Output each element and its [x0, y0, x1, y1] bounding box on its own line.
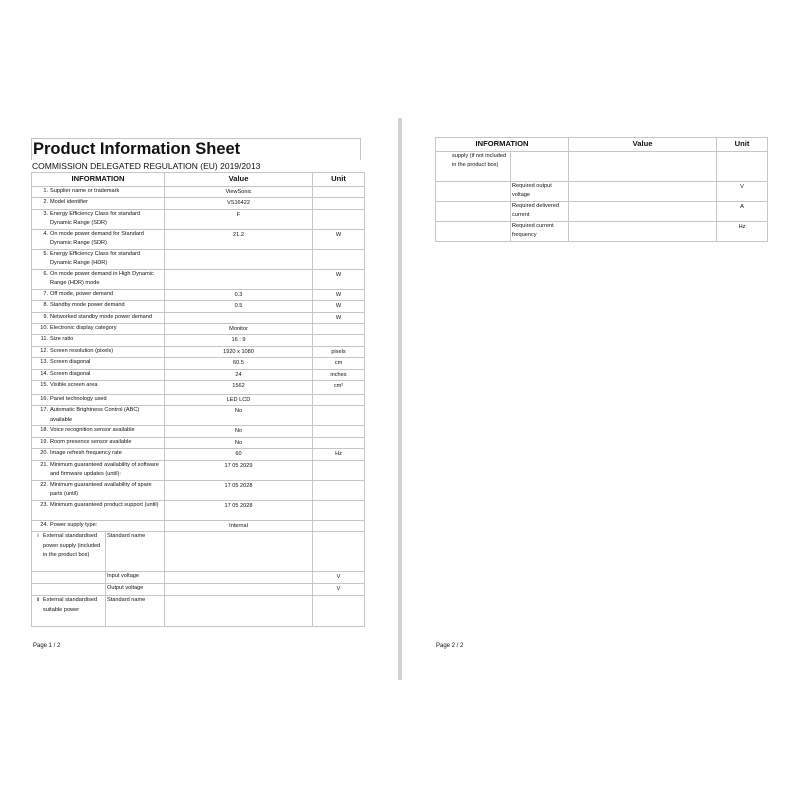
row-number: 1.: [43, 188, 48, 194]
row-value: 1562: [165, 381, 313, 395]
table-row: [32, 369, 365, 380]
row-label-text: Screen diagonal: [50, 359, 91, 366]
row-unit: [313, 437, 365, 448]
product-info-table-continued: [435, 137, 768, 242]
table-row: [32, 406, 365, 426]
row-unit: [313, 249, 365, 269]
row-label: [32, 449, 165, 460]
power-supply-value: [165, 532, 313, 572]
row-number: 13.: [40, 359, 48, 366]
row-number: 8.: [43, 302, 48, 309]
page-divider: [398, 118, 402, 680]
row-unit: [313, 209, 365, 229]
row-label: [32, 312, 165, 323]
row-label: [32, 500, 165, 520]
row-label-text: Screen diagonal: [50, 370, 91, 377]
header-information: INFORMATION: [436, 138, 569, 152]
row-label-text: Screen resolution (pixels): [50, 347, 114, 354]
row-value: [165, 249, 313, 269]
row-unit: inches: [313, 369, 365, 380]
row-label: [32, 289, 165, 300]
row-label-text: Model identifier: [50, 199, 88, 206]
header-unit: Unit: [313, 173, 365, 187]
row-unit: [313, 198, 365, 209]
power-supply-value: [165, 584, 313, 596]
row-label: [32, 395, 165, 406]
row-value: 0.3: [165, 289, 313, 300]
row-value: 0.5: [165, 301, 313, 312]
row-value: [165, 269, 313, 289]
table-row: [32, 395, 365, 406]
row-number: 4.: [43, 230, 48, 237]
row-label: [32, 460, 165, 480]
row-unit: [313, 187, 365, 198]
table-row: [32, 437, 365, 448]
page-1: [31, 138, 364, 627]
row-unit: W: [313, 301, 365, 312]
row-label: [32, 301, 165, 312]
row-value: 60.5: [165, 358, 313, 369]
row-unit: W: [313, 229, 365, 249]
row-unit: Hz: [717, 222, 768, 242]
table-row: [32, 209, 365, 229]
table-row: [32, 500, 365, 520]
row-label-text: Minimum guaranteed availability of spare parts (until): [50, 481, 152, 498]
row-value: ViewSonic: [165, 187, 313, 198]
empty-cell: [511, 152, 569, 182]
empty-cell: [436, 182, 511, 202]
row-value: VS16422: [165, 198, 313, 209]
power-supply-marker: i: [37, 533, 39, 540]
table-row: [436, 152, 768, 182]
row-unit: [313, 480, 365, 500]
row-label-text: Visible screen area: [50, 382, 98, 389]
row-number: 6.: [43, 270, 48, 277]
power-supply-row: [32, 596, 365, 627]
row-label-text: Energy Efficiency Class for standard Dynamic Range (HDR): [50, 250, 141, 267]
empty-cell: [436, 222, 511, 242]
row-number: 16.: [40, 396, 48, 403]
table-row: [32, 358, 365, 369]
row-value: 17 05 2028: [165, 500, 313, 520]
row-number: 11.: [40, 336, 48, 343]
row-unit: W: [313, 269, 365, 289]
row-label-text: Minimum guaranteed product support (until): [50, 501, 159, 508]
row-unit: A: [717, 202, 768, 222]
power-supply-label-cell: [32, 572, 165, 584]
row-label-text: Panel technology used: [50, 396, 107, 403]
table-row: [32, 335, 365, 346]
product-info-table: [31, 172, 365, 627]
regulation-subtitle: COMMISSION DELEGATED REGULATION (EU) 2019/2013: [32, 161, 261, 171]
row-number: 2.: [43, 199, 48, 206]
power-supply-sub-label: Output voltage: [107, 585, 144, 592]
row-number: 18.: [40, 427, 48, 434]
row-unit: cm: [313, 358, 365, 369]
page-footer-2: Page 2 / 2: [436, 643, 464, 649]
table-row: [32, 520, 365, 531]
power-supply-row: [32, 572, 365, 584]
row-label-text: Power supply type:: [50, 521, 98, 528]
row-value: 16 : 9: [165, 335, 313, 346]
row-number: 5.: [43, 250, 48, 257]
row-label: [32, 324, 165, 335]
row-label-text: Supplier name or trademark: [50, 188, 120, 194]
row-label: [32, 346, 165, 357]
row-unit: [313, 500, 365, 520]
row-value: [569, 182, 717, 202]
power-supply-value: [165, 572, 313, 584]
power-supply-marker: ii: [36, 597, 40, 604]
row-label-text: Size ratio: [50, 336, 74, 343]
row-label-text: Minimum guaranteed availability of software and firmware updates (until):: [50, 461, 159, 478]
row-value: 17 05 2029: [165, 460, 313, 480]
table-row: [32, 449, 365, 460]
row-value: [569, 202, 717, 222]
power-supply-unit: [313, 596, 365, 627]
header-unit: Unit: [717, 138, 768, 152]
power-supply-type-label: External standardised power supply (included in the product box): [43, 533, 101, 558]
row-number: 12.: [40, 347, 48, 354]
row-unit: [313, 520, 365, 531]
row-number: 24.: [40, 521, 48, 528]
page-2: [435, 137, 767, 242]
row-number: 21.: [40, 461, 48, 468]
power-supply-sub-label: Standard name: [107, 597, 146, 604]
row-label: Required output voltage: [511, 182, 569, 202]
row-unit: [313, 460, 365, 480]
table-row: [32, 460, 365, 480]
power-supply-label-cell: [32, 584, 165, 596]
row-unit: W: [313, 289, 365, 300]
power-supply-value: [165, 596, 313, 627]
row-number: 22.: [40, 481, 48, 488]
row-number: 20.: [40, 450, 48, 457]
row-label-text: Electronic display category: [50, 325, 117, 332]
row-unit: Hz: [313, 449, 365, 460]
row-unit: V: [717, 182, 768, 202]
row-number: 7.: [43, 290, 48, 297]
power-supply-sub-label: Input voltage: [107, 573, 140, 580]
power-supply-type-label: External standardised suitable power: [43, 597, 98, 613]
table-row: [32, 187, 365, 198]
power-supply-label-cell: [32, 532, 165, 572]
row-unit: [313, 395, 365, 406]
row-label: Required delivered current: [511, 202, 569, 222]
header-value: Value: [165, 173, 313, 187]
empty-cell: [717, 152, 768, 182]
table-row: [32, 381, 365, 395]
row-unit: cm²: [313, 381, 365, 395]
table-row: [32, 480, 365, 500]
continued-label: supply (if not included in the product box): [436, 152, 511, 182]
row-label: Required current frequency: [511, 222, 569, 242]
row-label: [32, 249, 165, 269]
power-supply-unit: V: [313, 584, 365, 596]
row-label: [32, 229, 165, 249]
row-number: 9.: [43, 313, 48, 320]
table-row: [32, 229, 365, 249]
empty-cell: [436, 202, 511, 222]
power-supply-row: [32, 584, 365, 596]
header-information: INFORMATION: [32, 173, 165, 187]
row-number: 23.: [40, 501, 48, 508]
row-label-text: Image refresh frequency rate: [50, 450, 122, 457]
row-value: No: [165, 426, 313, 437]
table-row: [32, 312, 365, 323]
row-value: Internal: [165, 520, 313, 531]
row-value: 1920 x 1080: [165, 346, 313, 357]
row-label: [32, 358, 165, 369]
row-label: [32, 187, 165, 198]
row-label-text: On mode power demand in High Dynamic Range (HDR) mode: [50, 270, 154, 287]
row-label-text: Automatic Brightness Control (ABC) available: [50, 407, 140, 423]
table-row: [32, 249, 365, 269]
row-number: 19.: [40, 438, 48, 445]
row-value: [569, 222, 717, 242]
row-label: [32, 480, 165, 500]
power-supply-sub-label: Standard name: [107, 533, 146, 540]
row-unit: pixels: [313, 346, 365, 357]
row-label: [32, 209, 165, 229]
row-number: 17.: [40, 407, 48, 414]
row-number: 15.: [40, 382, 48, 389]
row-value: 60: [165, 449, 313, 460]
row-label: [32, 381, 165, 395]
power-supply-row: [32, 532, 365, 572]
table-row: [32, 324, 365, 335]
row-label-text: Energy Efficiency Class for standard Dynamic Range (SDR): [50, 210, 141, 227]
table-row: [32, 426, 365, 437]
row-label: [32, 269, 165, 289]
row-value: F: [165, 209, 313, 229]
row-label-text: On mode power demand for Standard Dynamic Range (SDR): [50, 230, 144, 247]
power-supply-unit: [313, 532, 365, 572]
row-number: 3.: [43, 210, 48, 217]
row-label: [32, 369, 165, 380]
row-label-text: Voice recognition sensor available: [50, 427, 135, 434]
row-number: 14.: [40, 370, 48, 377]
row-value: 24: [165, 369, 313, 380]
table-row: [32, 346, 365, 357]
table-row: [436, 222, 768, 242]
row-label: [32, 437, 165, 448]
row-unit: [313, 406, 365, 426]
power-supply-label-cell: [32, 596, 165, 627]
row-label-text: Standby mode power demand: [50, 302, 125, 309]
row-label-text: Off mode, power demand: [50, 290, 114, 297]
header-value: Value: [569, 138, 717, 152]
row-unit: W: [313, 312, 365, 323]
table-row: [436, 182, 768, 202]
table-row: [32, 301, 365, 312]
row-label: [32, 335, 165, 346]
row-value: LED LCD: [165, 395, 313, 406]
row-label-text: Networked standby mode power demand: [50, 313, 152, 320]
table-row: [32, 269, 365, 289]
table-row: [32, 289, 365, 300]
row-unit: [313, 426, 365, 437]
row-label-text: Room presence sensor available: [50, 438, 132, 445]
row-unit: [313, 335, 365, 346]
empty-cell: [569, 152, 717, 182]
row-label: [32, 198, 165, 209]
table-row: [436, 202, 768, 222]
row-unit: [313, 324, 365, 335]
row-value: No: [165, 406, 313, 426]
row-value: 17 05 2028: [165, 480, 313, 500]
row-value: 21.2: [165, 229, 313, 249]
row-label: [32, 426, 165, 437]
page-footer-1: Page 1 / 2: [33, 643, 61, 649]
power-supply-unit: V: [313, 572, 365, 584]
row-value: No: [165, 437, 313, 448]
row-number: 10.: [40, 325, 48, 332]
table-row: [32, 198, 365, 209]
row-value: [165, 312, 313, 323]
row-label: [32, 406, 165, 426]
sheet-title: Product Information Sheet: [31, 138, 361, 160]
row-label: [32, 520, 165, 531]
row-value: Monitor: [165, 324, 313, 335]
